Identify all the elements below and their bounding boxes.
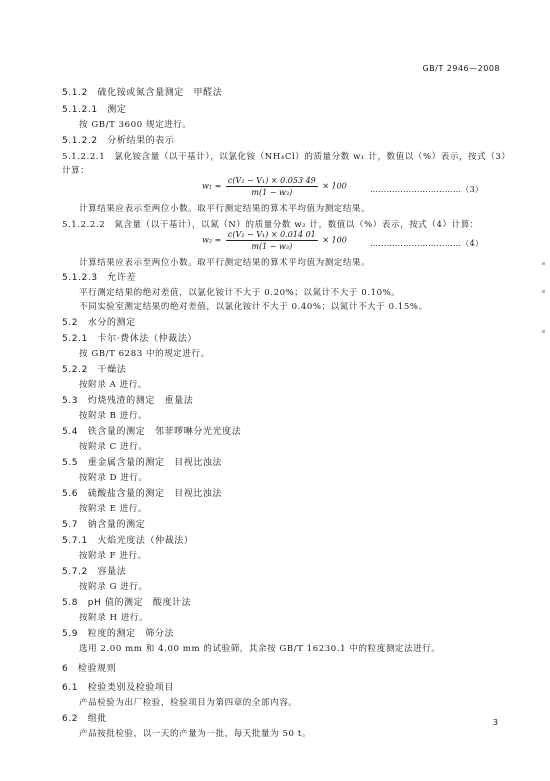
section-5-6-title: 5.6 硫酸盐含量的测定 目视比浊法: [62, 489, 223, 499]
formula-4-number: ……………………………（4）: [370, 239, 484, 248]
formula-3-lhs: w₁ =: [202, 181, 222, 191]
formula-4-fraction: [226, 230, 318, 251]
standard-code: GB/T 2946—2008: [422, 64, 500, 73]
formula-3-denominator: m(1 − w₃): [251, 188, 293, 197]
section-6-1-text: 产品检验为出厂检验，检验项目为第四章的全部内容。: [79, 698, 298, 708]
section-5-2-title: 5.2 水分的测定: [62, 318, 136, 328]
section-5-7-1-title: 5.7.1 火焰光度法（仲裁法）: [62, 536, 194, 546]
section-5-8-text: 按附录 H 进行。: [79, 613, 149, 623]
formula-3-tail: × 100: [322, 181, 347, 191]
section-5-8-title: 5.8 pH 值的测定 酸度计法: [62, 598, 192, 608]
section-5-9-text: 选用 2.00 mm 和 4.00 mm 的试验筛，其余按 GB/T 16230.1 中的粒度测定法进行。: [79, 644, 441, 654]
section-5-1-2-title: 5.1.2 硫化铵或氮含量测定 甲醛法: [62, 88, 223, 98]
formula-4-lhs: w₂ =: [202, 235, 222, 245]
section-5-5-title: 5.5 重金属含量的测定 目视比浊法: [62, 458, 223, 468]
section-5-2-1-title: 5.2.1 卡尔·费休法（仲裁法）: [62, 334, 197, 344]
section-6-2-title: 6.2 组批: [62, 714, 107, 724]
formula-4-note: 计算结果应表示至两位小数。取平行测定结果的算术平均值为测定结果。: [79, 258, 371, 268]
formula-4-tail: × 100: [322, 235, 347, 245]
formula-3-number: ……………………………（3）: [370, 185, 484, 194]
section-5-6-text: 按附录 E 进行。: [79, 504, 148, 514]
section-5-1-2-3-title: 5.1.2.3 允许差: [62, 273, 137, 283]
section-5-1-2-1-text: 按 GB/T 3600 规定进行。: [79, 120, 192, 130]
margin-mark: [542, 262, 545, 265]
formula-3: [202, 176, 347, 197]
formula-4-denominator: m(1 − w₃): [251, 242, 293, 251]
section-5-1-2-3-line1: 平行测定结果的绝对差值，以氯化铵计不大于 0.20%；以氮计不大于 0.10%。: [79, 288, 401, 298]
formula-3-fraction: [226, 176, 318, 197]
formula-3-note: 计算结果应表示至两位小数。取平行测定结果的算术平均值为测定结果。: [79, 204, 371, 214]
section-5-7-2-text: 按附录 G 进行。: [79, 582, 148, 592]
section-5-1-2-2-2-line1: 5.1.2.2.2 氮含量（以干基计），以氮（N）的质量分数 w₂ 计，数值以（%）表示，按式（4）计算：: [62, 220, 479, 230]
section-5-1-2-3-line2: 不同实验室测定结果的绝对差值，以氯化铵计不大于 0.40%；以氮计不大于 0.15%。: [79, 302, 428, 312]
section-5-3-title: 5.3 灼烧残渣的测定 重量法: [62, 396, 194, 406]
section-5-7-1-text: 按附录 F 进行。: [79, 551, 147, 561]
section-5-2-1-text: 按 GB/T 6283 中的规定进行。: [79, 349, 210, 359]
section-5-1-2-1-title: 5.1.2.1 测定: [62, 105, 127, 115]
section-5-2-2-title: 5.2.2 干燥法: [62, 365, 127, 375]
section-6-title: 6 检验规则: [62, 664, 117, 674]
formula-4: [202, 230, 347, 251]
margin-mark: [542, 330, 545, 333]
section-5-5-text: 按附录 D 进行。: [79, 473, 148, 483]
section-6-1-title: 6.1 检验类别及检验项目: [62, 683, 175, 693]
section-5-7-title: 5.7 钠含量的测定: [62, 520, 146, 530]
section-5-9-title: 5.9 粒度的测定 筛分法: [62, 629, 175, 639]
section-5-4-title: 5.4 铁含量的测定 邻菲啰啉分光光度法: [62, 427, 242, 437]
section-5-2-2-text: 按附录 A 进行。: [79, 380, 147, 390]
formula-3-numerator: c(V₂ − V₁) × 0.053 49: [227, 176, 316, 185]
section-5-7-2-title: 5.7.2 容量法: [62, 567, 127, 577]
section-6-2-text: 产品按批检验，以一天的产量为一批，每天批量为 50 t。: [79, 729, 311, 739]
section-5-1-2-2-1-line2: 计算：: [62, 166, 90, 176]
section-5-3-text: 按附录 B 进行。: [79, 411, 148, 421]
section-5-4-text: 按附录 C 进行。: [79, 442, 148, 452]
page-number: 3: [492, 718, 498, 727]
margin-mark: [542, 290, 545, 293]
section-5-1-2-2-title: 5.1.2.2 分析结果的表示: [62, 136, 175, 146]
formula-4-numerator: c(V₂ − V₁) × 0.014 01: [227, 230, 316, 239]
section-5-1-2-2-1-line1: 5.1.2.2.1 氯化铵含量（以干基计），以氯化铵（NH₄Cl）的质量分数 w₁ 计，数值以（%）表示，按式（3）: [62, 152, 511, 162]
